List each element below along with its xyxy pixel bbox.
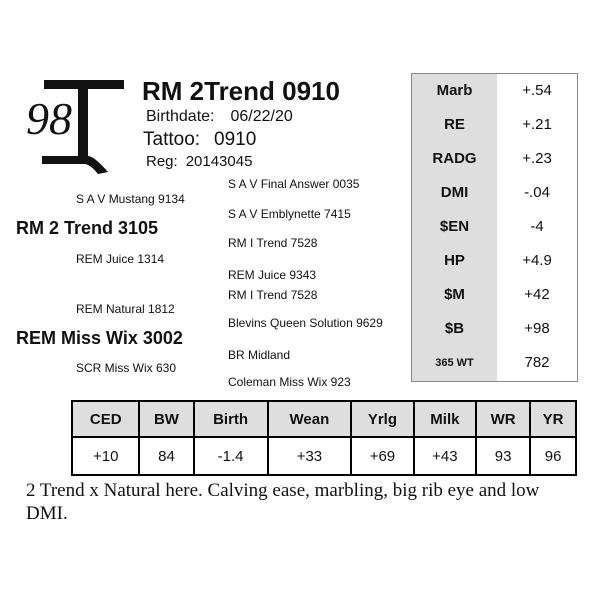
epd-value: +4.9 [522,252,552,269]
epd-bottom-table [71,400,577,476]
tattoo [143,129,256,151]
epd-label: RE [444,116,465,133]
epd-row-radg [412,142,577,176]
epd-label: $M [444,286,465,303]
pedigree-sire-dam-sire: RM I Trend 7528 [228,236,318,250]
epd-value: 782 [524,354,550,371]
epd-row-365wt [412,346,577,380]
birthdate [146,108,293,126]
epd-cell: +33 [268,437,352,475]
epd-label: $B [444,320,465,337]
epd-value-row [72,437,576,475]
epd-row-m [412,278,577,312]
lot-description: 2 Trend x Natural here. Calving ease, marbling, big rib eye and low DMI. [26,480,540,524]
epd-label: HP [444,252,465,269]
brand-mark-icon [36,76,131,176]
birthdate-label: Birthdate: [146,108,215,125]
epd-cell: -1.4 [194,437,268,475]
epd-value: +.54 [522,82,552,99]
epd-header: Yrlg [351,401,413,437]
epd-cell: 93 [476,437,530,475]
epd-header: Birth [194,401,268,437]
pedigree-sire-sire: S A V Mustang 9134 [76,192,185,206]
pedigree-dam-dam-dam: Coleman Miss Wix 923 [228,375,351,389]
epd-cell: +10 [72,437,139,475]
epd-label: RADG [432,150,477,167]
pedigree-sire-sire-sire: S A V Final Answer 0035 [228,177,360,191]
epd-value: -4 [530,218,544,235]
pedigree-sire-dam-dam: REM Juice 9343 [228,268,317,282]
reg-value: 20143045 [185,153,253,170]
epd-header-row [72,401,576,437]
epd-row-re [412,108,577,142]
lot-number: 98 [26,93,72,144]
epd-header: WR [476,401,530,437]
pedigree-dam: REM Miss Wix 3002 [16,328,183,348]
registration [146,153,252,170]
epd-row-marb [412,74,577,108]
epd-header: CED [72,401,139,437]
epd-cell: 84 [139,437,193,475]
birthdate-value: 06/22/20 [230,108,293,125]
pedigree-sire: RM 2 Trend 3105 [16,218,159,238]
epd-header: Milk [414,401,476,437]
epd-cell: +69 [351,437,413,475]
epd-row-dmi [412,176,577,210]
pedigree-sire-sire-dam: S A V Emblynette 7415 [228,207,351,221]
epd-row-hp [412,244,577,278]
epd-label: DMI [440,184,469,201]
pedigree-dam-sire-sire: RM I Trend 7528 [228,288,318,302]
epd-header: YR [530,401,576,437]
epd-value: -.04 [524,184,550,201]
pedigree-sire-dam: REM Juice 1314 [76,252,165,266]
epd-value: +98 [524,320,550,337]
epd-value: +.23 [522,150,552,167]
tattoo-label: Tattoo: [143,129,201,150]
epd-value: +42 [524,286,550,303]
pedigree-dam-dam-sire: BR Midland [228,348,291,362]
tattoo-value: 0910 [214,129,257,150]
epd-row-en [412,210,577,244]
epd-value: +.21 [522,116,552,133]
epd-header: BW [139,401,193,437]
epd-cell: 96 [530,437,576,475]
epd-label: $EN [439,218,470,235]
epd-row-b [412,312,577,346]
animal-name: RM 2Trend 0910 [142,76,340,106]
pedigree-dam-sire: REM Natural 1812 [76,302,175,316]
epd-header: Wean [268,401,352,437]
epd-label: Marb [436,82,473,99]
pedigree-dam-sire-dam: Blevins Queen Solution 9629 [228,316,383,330]
epd-label: 365 WT [435,357,474,369]
epd-side-panel [411,73,578,382]
pedigree-dam-dam: SCR Miss Wix 630 [76,361,177,375]
reg-label: Reg: [146,153,178,170]
epd-cell: +43 [414,437,476,475]
